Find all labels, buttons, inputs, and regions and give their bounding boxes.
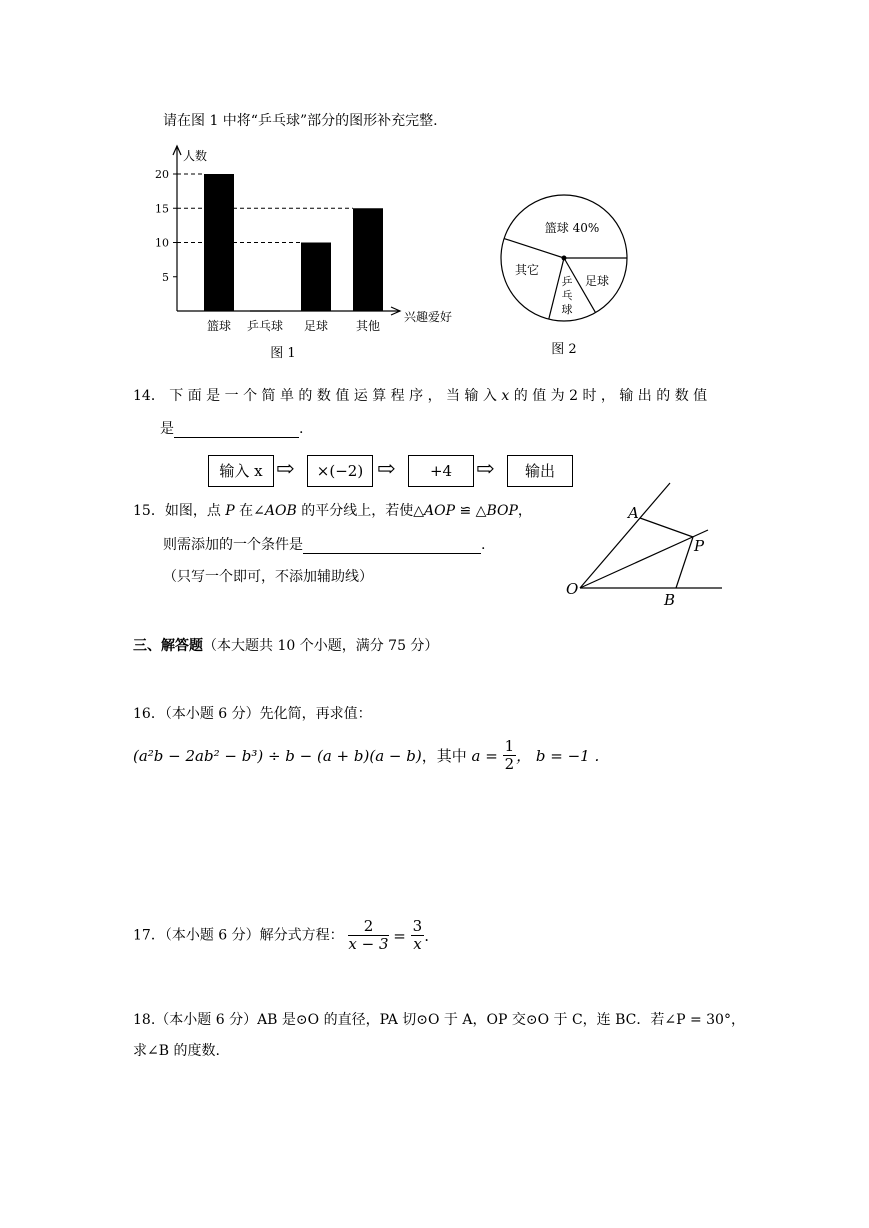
q15-line2 [163,537,485,554]
q14-line2 [160,421,303,438]
section-three-note: （本大题共 10 个小题，满分 75 分） [203,638,439,654]
q18-line1: 18.（本小题 6 分）AB 是⊙O 的直径，PA 切⊙O 于 A，OP 交⊙O 于 C，连 BC．若∠P = 30°， [133,1012,745,1028]
q15-triangle-symbol: △ [475,503,487,519]
q17-end: . [424,926,429,945]
q15-text-b: 在∠ [239,503,265,519]
q16-where: ，其中 [421,746,467,765]
bar-3 [353,208,383,311]
q17-right-den: x [413,935,422,954]
q14-var: x [501,388,510,404]
q15-text-c: 的平分线上，若使△ [301,503,425,519]
label-o: O [566,580,579,598]
q15-point-p: P [225,503,235,519]
pie-chart-figure-2 [490,188,640,363]
q17-right-num: 3 [412,917,423,935]
pie-label-other: 其它 [514,263,540,277]
q17-header: 17．（本小题 6 分）解分式方程： [133,927,344,944]
section-three-heading [133,638,438,655]
label-a: A [628,504,639,522]
q15-angle-aob: AOB [264,503,297,519]
flow-box-output: 输出 [507,455,573,487]
x-category-label: 乒乓球 [246,319,284,333]
q16-header: 16．（本小题 6 分）先化简，再求值： [133,706,372,722]
flow-arrow-2-icon: ⇨ [377,457,396,482]
q17-line [133,918,429,954]
q15-answer-blank[interactable] [303,537,481,554]
segment-bp [676,537,693,588]
q16-b-eq: ， b = −1 . [516,746,600,765]
q14-answer-blank[interactable] [174,421,299,438]
bar-chart-figure-1 [140,138,480,368]
figure-2-caption: 图 2 [551,342,577,357]
q15-text-a: 如图，点 [164,503,221,519]
q18-line2: 求∠B 的度数. [133,1043,220,1059]
bar-0 [204,174,234,311]
q15-tri-bop: BOP [486,503,518,519]
q13-instruction: 请在图 1 中将“乒乓球”部分的图形补充完整. [163,113,438,129]
pie-label-pingpong: 乒乓球 [561,275,573,316]
flow-arrow-3-icon: ⇨ [476,457,495,482]
flow-box-add: +4 [408,455,474,487]
q14-prefix: 是 [160,421,174,438]
pie-label-basketball: 篮球 40% [544,221,600,235]
flow-box-input: 输入 x [208,455,274,487]
flow-box-multiply: ×(−2) [307,455,373,487]
q16-frac-num: 1 [504,737,515,755]
y-axis-label: 人数 [183,149,208,163]
figure-1-caption: 图 1 [270,346,296,361]
bar-2 [301,243,331,312]
q15-line1 [133,503,532,520]
q16-frac-den: 2 [504,755,515,774]
q15-tri-aop: AOP [424,503,456,519]
q14-text-a: 下 面 是 一 个 简 单 的 数 值 运 算 程 序 ， 当 输 入 [169,388,497,404]
q17-left-fraction [348,918,388,954]
q16-expression: (a²b − 2ab² − b³) ÷ b − (a + b)(a − b) [133,746,422,765]
q15-note: （只写一个即可，不添加辅助线） [163,569,373,585]
q14-number: 14． [133,388,165,404]
angle-bisector-figure [560,478,730,608]
x-axis-label: 兴趣爱好 [404,310,453,324]
label-b: B [664,591,676,608]
q14-suffix: . [299,421,304,438]
q14-line1 [133,388,737,405]
section-three-title: 三、解答题 [133,638,203,654]
label-p: P [694,537,705,555]
q15-comma: ， [517,503,532,519]
q15-condition-text: 则需添加的一个条件是 [163,537,303,554]
q17-left-num: 2 [348,918,388,936]
bisector-op [580,530,708,588]
q15-congruent: ≌ [459,503,472,519]
x-category-label: 篮球 [206,319,232,333]
q17-right-fraction [411,918,425,954]
q16-a-eq: a = [471,746,498,765]
q16-expression-line [133,738,599,774]
y-tick-label: 20 [155,168,169,181]
y-tick-label: 15 [155,202,169,216]
x-category-label: 其他 [355,319,381,333]
pie-center-dot [562,256,567,261]
ray-oa [580,483,670,588]
flow-arrow-1-icon: ⇨ [276,457,295,482]
y-tick-label: 10 [155,236,169,250]
q14-text-b: 的 值 为 2 时 ， 输 出 的 数 值 [513,388,708,404]
pie-label-football: 足球 [584,274,610,288]
segment-ap [640,518,693,537]
q17-equals: = [393,926,406,945]
x-category-label: 足球 [303,319,329,333]
q17-left-den: x − 3 [348,935,389,954]
q15-period: . [481,537,486,554]
q16-fraction-half [503,738,517,774]
q15-number: 15． [133,503,165,519]
y-tick-label: 5 [162,270,169,284]
